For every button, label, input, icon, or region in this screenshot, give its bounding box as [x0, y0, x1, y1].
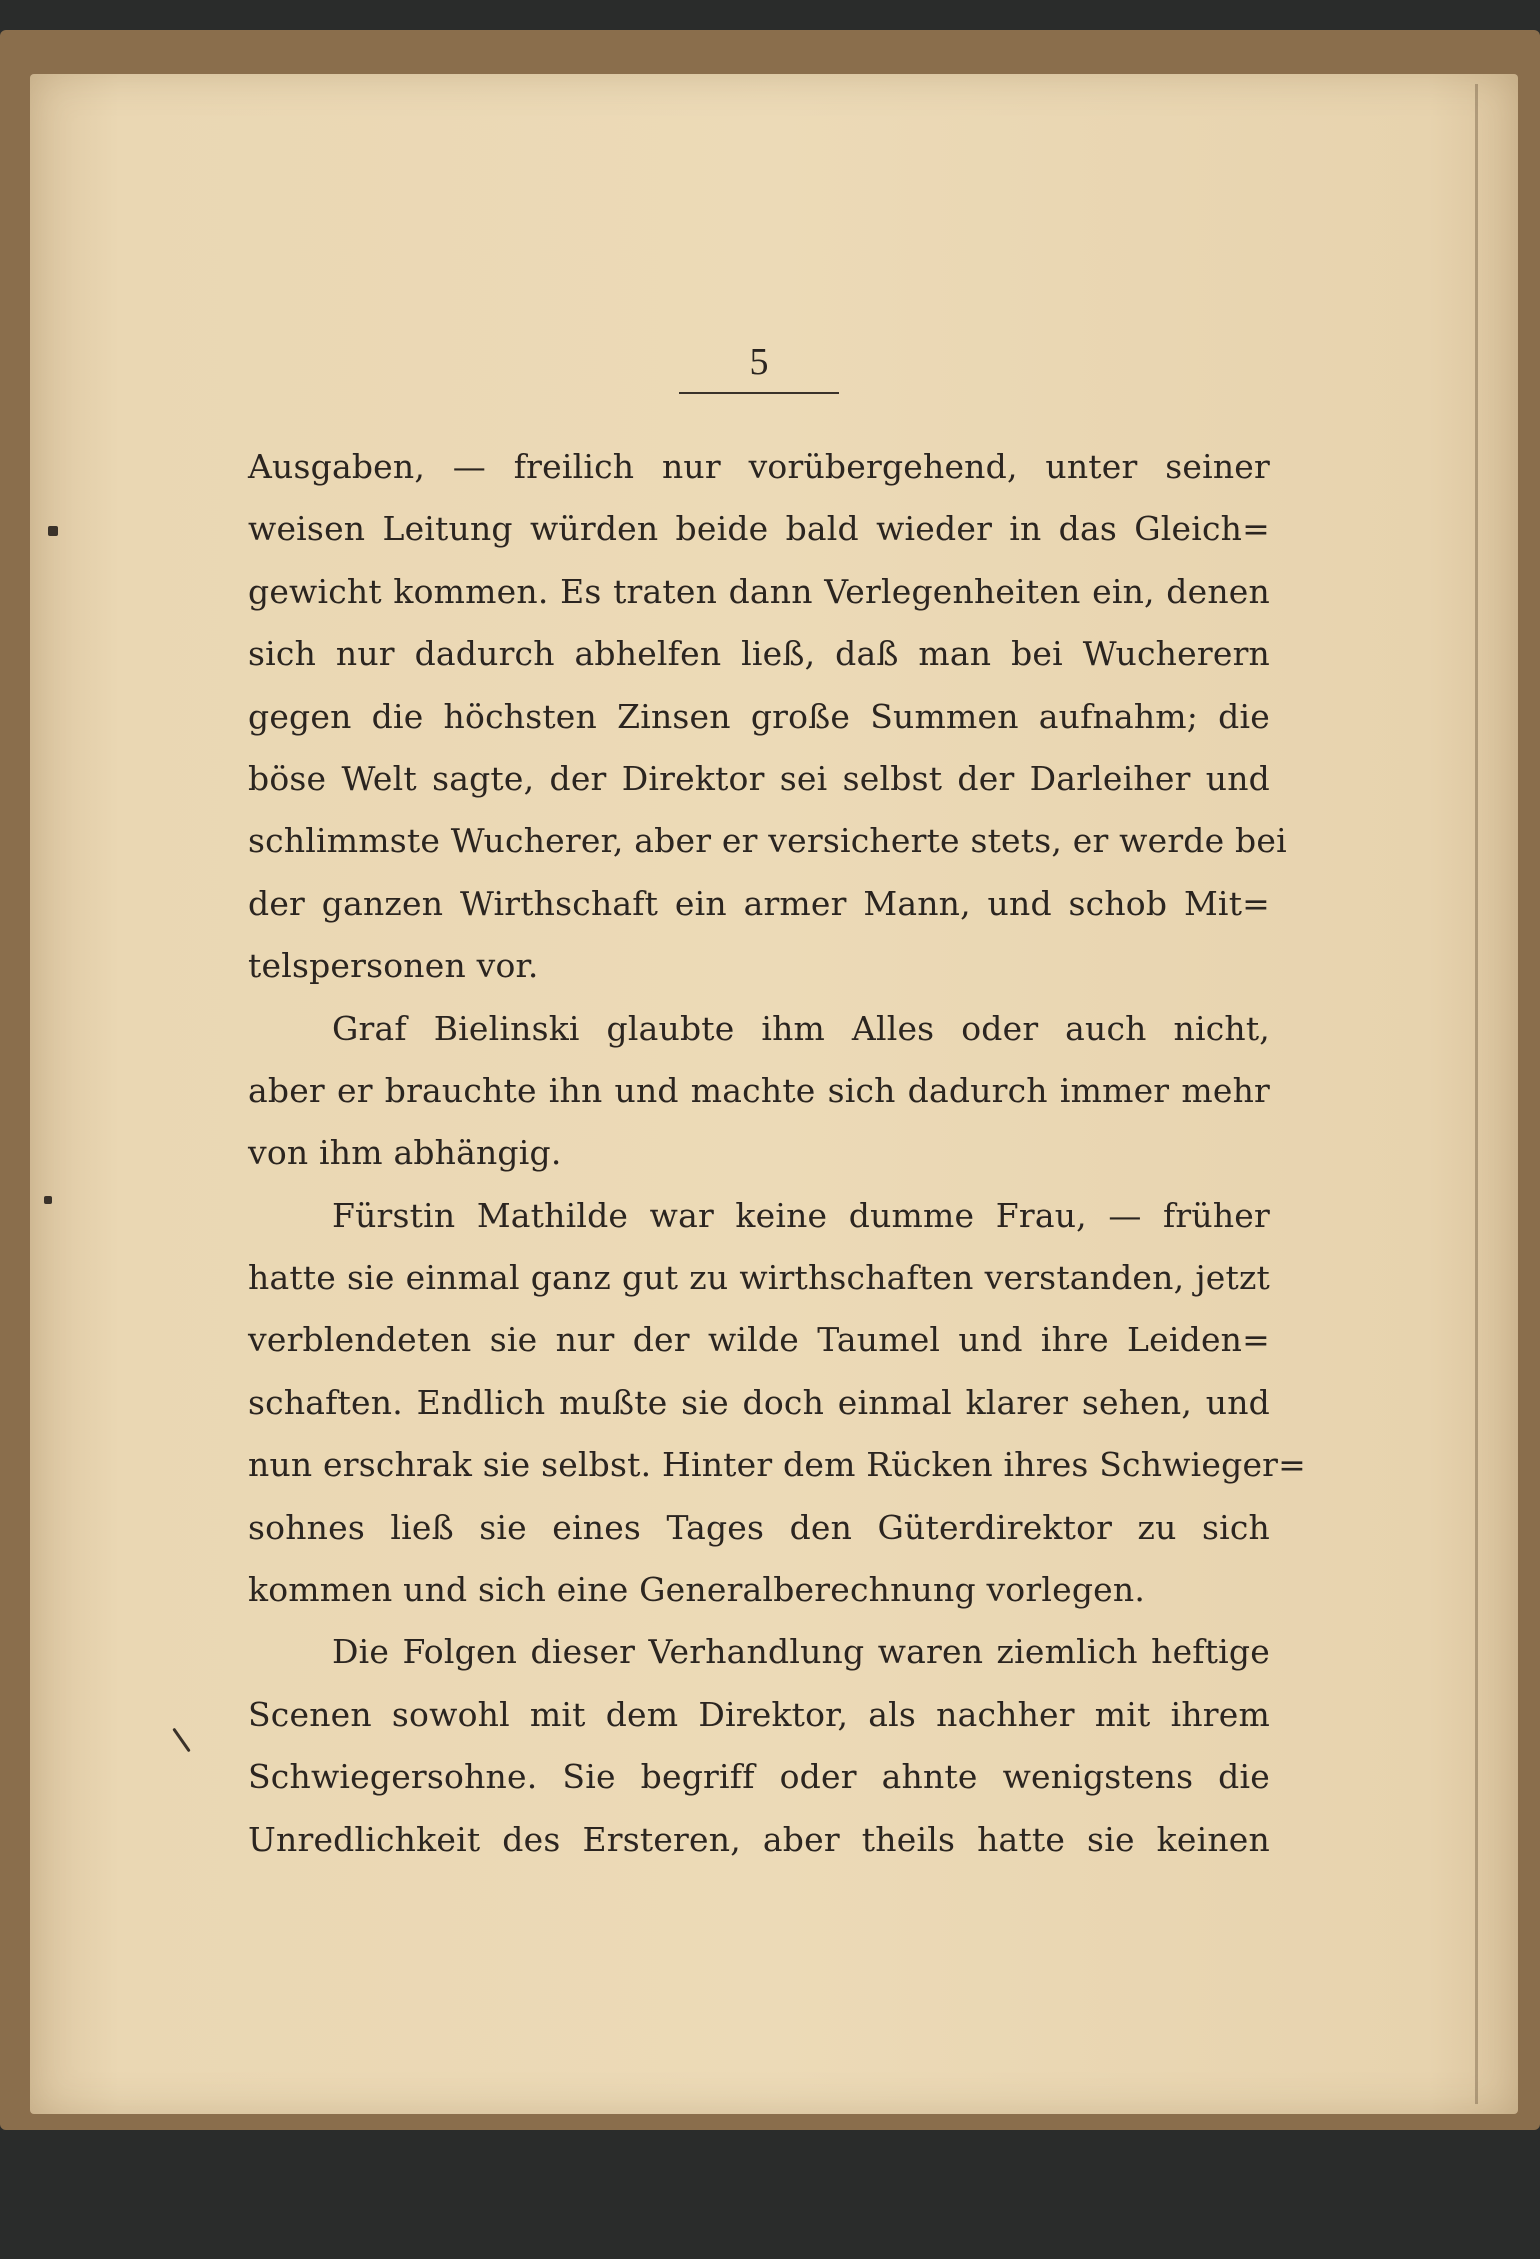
text-line: Unredlichkeit des Ersteren, aber theils hatte sie keinen	[248, 1819, 1270, 1859]
text-line: der ganzen Wirthschaft ein armer Mann, und schob Mit=	[248, 883, 1270, 923]
text-line: schaften. Endlich mußte sie doch einmal klarer sehen, und	[248, 1382, 1270, 1422]
text-line: telspersonen vor.	[248, 946, 539, 986]
text-line: kommen und sich eine Generalberechnung vorlegen.	[248, 1570, 1146, 1610]
page-speck	[44, 1196, 52, 1204]
page-number-rule	[679, 392, 839, 394]
text-line: sohnes ließ sie eines Tages den Güterdirektor zu sich	[248, 1507, 1270, 1547]
text-line: Scenen sowohl mit dem Direktor, als nachher mit ihrem	[248, 1694, 1270, 1734]
text-line: gewicht kommen. Es traten dann Verlegenheiten ein, denen	[248, 571, 1270, 611]
text-line: Ausgaben, — freilich nur vorübergehend, unter seiner	[248, 447, 1270, 486]
page-number: 5	[749, 341, 769, 383]
text-line: verblendeten sie nur der wilde Taumel und ihre Leiden=	[248, 1320, 1270, 1360]
text-line: weisen Leitung würden beide bald wieder in das Gleich=	[248, 509, 1270, 549]
text-line: sich nur dadurch abhelfen ließ, daß man bei Wucherern	[248, 634, 1270, 674]
page-speck	[48, 526, 58, 536]
text-line: Fürstin Mathilde war keine dumme Frau, — früher	[332, 1195, 1270, 1235]
text-line: gegen die höchsten Zinsen große Summen aufnahm; die	[248, 696, 1270, 736]
text-line: schlimmste Wucherer, aber er versicherte stets, er werde bei	[248, 821, 1287, 861]
text-line: hatte sie einmal ganz gut zu wirthschaften verstanden, jetzt	[248, 1258, 1270, 1298]
text-line: von ihm abhängig.	[248, 1133, 562, 1173]
text-line: Die Folgen dieser Verhandlung waren ziemlich heftige	[332, 1632, 1270, 1672]
text-line: Graf Bielinski glaubte ihm Alles oder auch nicht,	[332, 1008, 1270, 1048]
text-line: nun erschrak sie selbst. Hinter dem Rücken ihres Schwieger=	[248, 1445, 1307, 1485]
text-line: böse Welt sagte, der Direktor sei selbst der Darleiher und	[248, 758, 1270, 798]
text-line: Schwiegersohne. Sie begriff oder ahnte wenigstens die	[248, 1757, 1270, 1797]
page-speck	[172, 1728, 191, 1753]
page-text	[248, 338, 1307, 1871]
text-line: aber er brauchte ihn und machte sich dadurch immer mehr	[248, 1070, 1270, 1110]
